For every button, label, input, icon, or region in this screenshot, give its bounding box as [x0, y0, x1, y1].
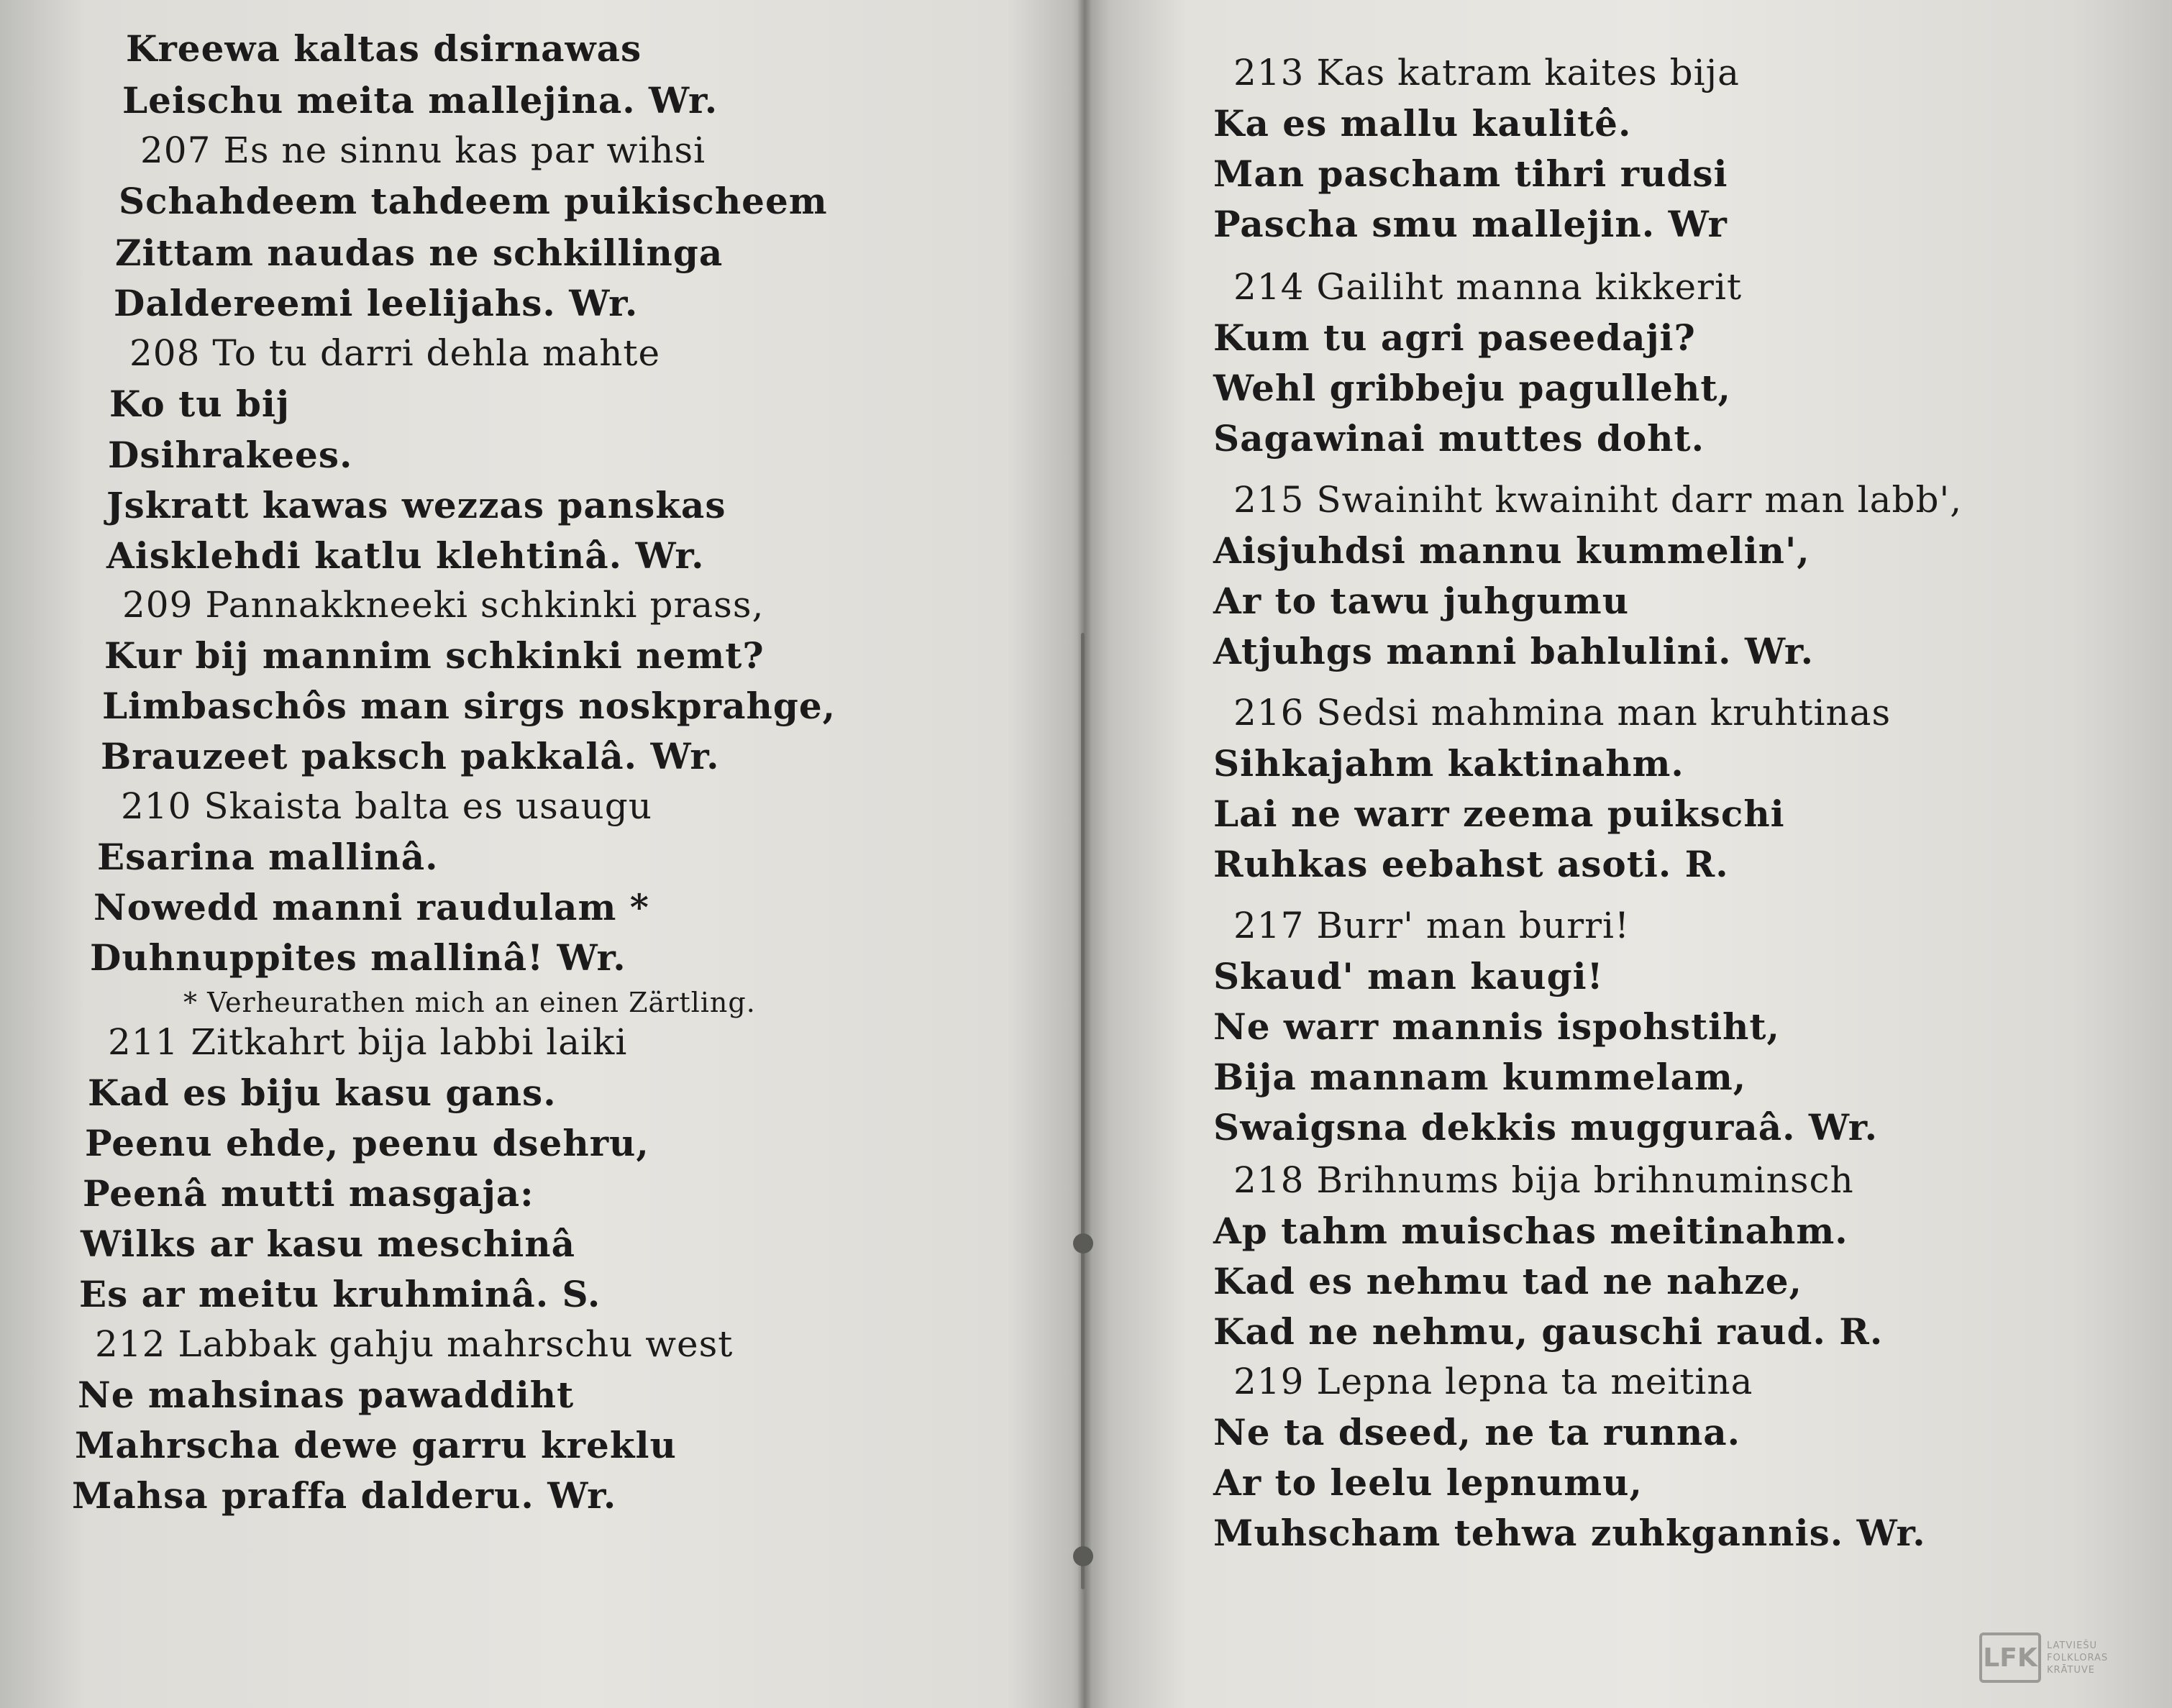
left-footnote: * Verheurathen mich an einen Zärtling. [183, 987, 756, 1018]
left-line-27: 212 Labbak gahju mahrschu west [95, 1323, 734, 1365]
left-line-18: Nowedd manni raudulam * [93, 886, 649, 928]
left-line-4: Schahdeem tahdeem puikischeem [119, 180, 828, 222]
right-line-23: Ap tahm muischas meitinahm. [1213, 1210, 1848, 1252]
left-line-5: Zittam naudas ne schkillinga [115, 232, 724, 274]
left-line-11: Aisklehdi katlu klehtinâ. Wr. [106, 534, 705, 577]
left-line-19: Duhnuppites mallinâ! Wr. [90, 936, 626, 979]
right-line-10: Aisjuhdsi mannu kummelin', [1213, 529, 1810, 572]
left-line-23: Peenu ehde, peenu dsehru, [85, 1122, 649, 1164]
right-line-28: Ar to leelu lepnumu, [1213, 1461, 1643, 1504]
archive-watermark-logo [1979, 1629, 2159, 1686]
left-line-8: Ko tu bij [109, 383, 291, 425]
right-line-11: Ar to tawu juhgumu [1213, 580, 1630, 622]
left-line-30: Mahsa praffa dalderu. Wr. [72, 1474, 617, 1517]
right-line-1: 213 Kas katram kaites bija [1233, 52, 1740, 93]
left-line-26: Es ar meitu kruhminâ. S. [79, 1273, 601, 1315]
right-line-27: Ne ta dseed, ne ta runna. [1213, 1411, 1741, 1453]
left-line-9: Dsihrakees. [108, 434, 353, 476]
archive-logo-icon: LFK [1979, 1632, 2041, 1683]
right-line-19: Ne warr mannis ispohstiht, [1213, 1005, 1780, 1048]
right-line-5: 214 Gailiht manna kikkerit [1233, 266, 1743, 308]
left-line-21: 211 Zitkahrt bija labbi laiki [108, 1021, 628, 1063]
left-line-22: Kad es biju kasu gans. [88, 1072, 557, 1114]
left-page [0, 0, 1082, 1708]
right-line-20: Bija mannam kummelam, [1213, 1056, 1747, 1098]
left-line-28: Ne mahsinas pawaddiht [78, 1374, 575, 1416]
right-line-6: Kum tu agri paseedaji? [1213, 316, 1696, 359]
right-line-26: 219 Lepna lepna ta meitina [1233, 1361, 1753, 1402]
left-line-3: 207 Es ne sinnu kas par wihsi [140, 129, 706, 171]
right-line-22: 218 Brihnums bija brihnuminsch [1233, 1159, 1854, 1201]
right-line-18: Skaud' man kaugi! [1213, 955, 1604, 997]
right-line-2: Ka es mallu kaulitê. [1213, 102, 1632, 145]
right-line-24: Kad es nehmu tad ne nahze, [1213, 1260, 1802, 1302]
archive-logo-line: LATVIEŠU [2047, 1640, 2098, 1651]
right-line-16: Ruhkas eebahst asoti. R. [1213, 843, 1729, 885]
right-line-29: Muhscham tehwa zuhkgannis. Wr. [1213, 1512, 1926, 1554]
left-line-10: Jskratt kawas wezzas panskas [106, 484, 726, 526]
left-line-12: 209 Pannakkneeki schkinki prass, [122, 584, 765, 626]
left-line-1: Kreewa kaltas dsirnawas [126, 27, 642, 70]
archive-logo-text [2047, 1640, 2108, 1676]
left-line-13: Kur bij mannim schkinki nemt? [104, 634, 765, 677]
right-line-3: Man pascham tihri rudsi [1213, 152, 1728, 195]
right-line-13: 216 Sedsi mahmina man kruhtinas [1233, 692, 1892, 734]
right-line-12: Atjuhgs manni bahlulini. Wr. [1213, 630, 1815, 672]
left-line-24: Peenâ mutti masgaja: [83, 1172, 534, 1215]
right-page [1090, 0, 2172, 1708]
left-line-15: Brauzeet paksch pakkalâ. Wr. [101, 735, 720, 777]
left-line-16: 210 Skaista balta es usaugu [121, 785, 652, 827]
left-line-2: Leischu meita mallejina. Wr. [122, 79, 718, 122]
right-line-21: Swaigsna dekkis mugguraâ. Wr. [1213, 1106, 1878, 1148]
archive-logo-line: KRĀTUVE [2047, 1664, 2096, 1676]
right-line-15: Lai ne warr zeema puikschi [1213, 793, 1785, 835]
left-line-6: Daldereemi leelijahs. Wr. [114, 282, 639, 324]
left-line-7: 208 To tu darri dehla mahte [129, 332, 661, 374]
left-line-25: Wilks ar kasu meschinâ [81, 1223, 575, 1265]
archive-logo-line: FOLKLORAS [2047, 1652, 2109, 1663]
left-line-14: Limbaschôs man sirgs noskprahge, [102, 685, 836, 727]
right-line-9: 215 Swainiht kwainiht darr man labb', [1233, 479, 1963, 521]
binding-thread [1081, 633, 1085, 1589]
right-line-17: 217 Burr' man burri! [1233, 905, 1630, 946]
right-line-7: Wehl gribbeju pagulleht, [1213, 367, 1731, 409]
right-line-4: Pascha smu mallejin. Wr [1213, 203, 1728, 245]
left-line-29: Mahrscha dewe garru kreklu [75, 1424, 677, 1466]
right-line-25: Kad ne nehmu, gauschi raud. R. [1213, 1310, 1884, 1353]
right-line-14: Sihkajahm kaktinahm. [1213, 742, 1684, 785]
right-line-8: Sagawinai muttes doht. [1213, 417, 1705, 460]
left-line-17: Esarina mallinâ. [97, 836, 439, 878]
